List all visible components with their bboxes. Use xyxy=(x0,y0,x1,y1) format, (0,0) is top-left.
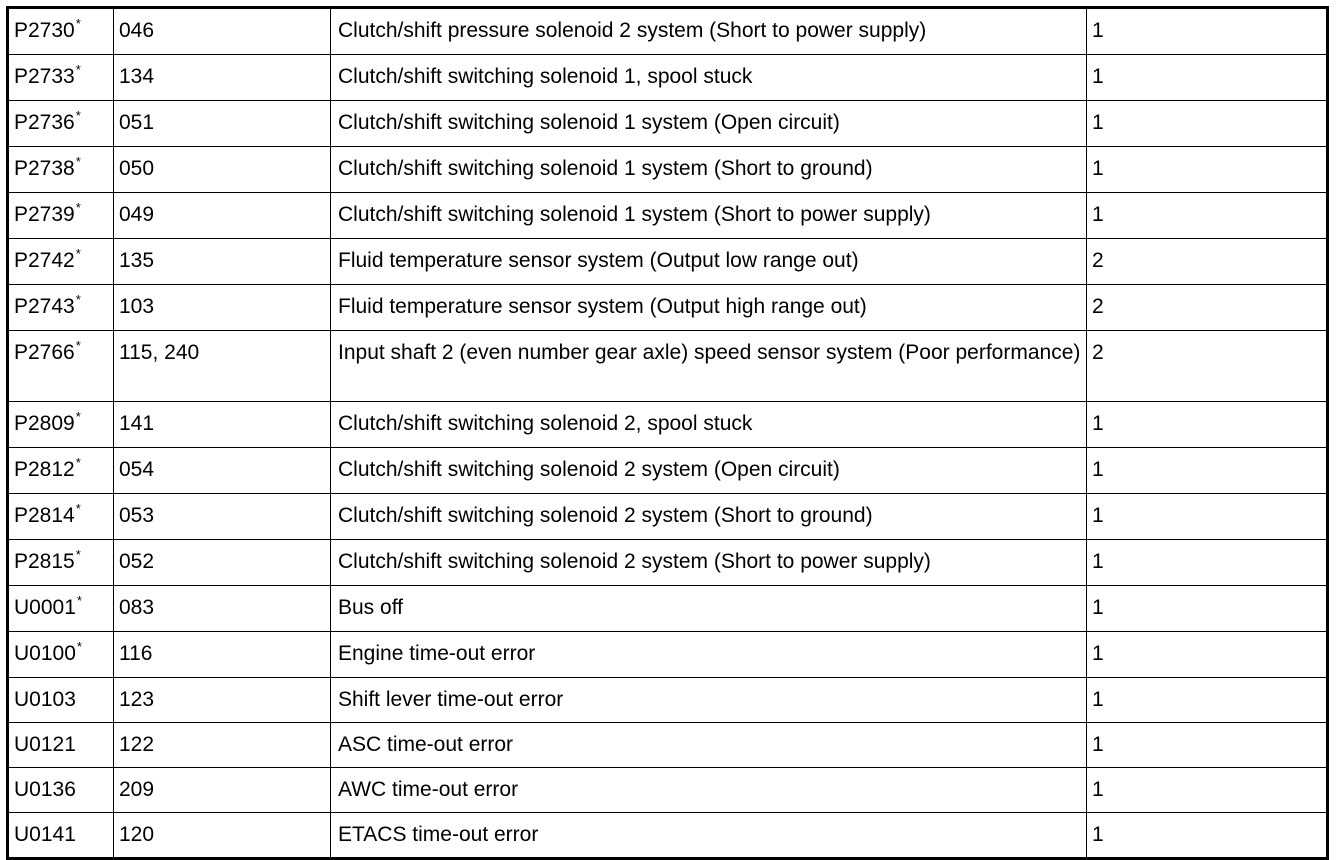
asterisk-mark: * xyxy=(75,154,81,169)
dtc-number-cell: 046 xyxy=(114,8,331,55)
table-row xyxy=(8,101,1328,147)
table-row xyxy=(8,331,1328,402)
dtc-code: P2736 xyxy=(14,111,75,134)
dtc-number-cell: 083 xyxy=(114,586,331,632)
dtc-code-cell xyxy=(8,632,114,678)
dtc-description-cell: ASC time-out error xyxy=(331,723,1087,768)
dtc-code: U0121 xyxy=(14,733,76,756)
table-row xyxy=(8,494,1328,540)
dtc-value-cell: 2 xyxy=(1087,285,1328,331)
dtc-description-cell: Clutch/shift switching solenoid 2 system (Open circuit) xyxy=(331,448,1087,494)
dtc-value-cell: 2 xyxy=(1087,331,1328,402)
dtc-code: P2814 xyxy=(14,504,75,527)
dtc-code: P2738 xyxy=(14,157,75,180)
dtc-number-cell: 052 xyxy=(114,540,331,586)
dtc-code-cell xyxy=(8,239,114,285)
asterisk-mark: * xyxy=(75,292,81,307)
table-row xyxy=(8,402,1328,448)
dtc-number-cell: 120 xyxy=(114,813,331,859)
asterisk-mark: * xyxy=(75,501,81,516)
dtc-code: U0136 xyxy=(14,778,76,801)
dtc-number-cell: 051 xyxy=(114,101,331,147)
table-row xyxy=(8,768,1328,813)
dtc-code: P2766 xyxy=(14,341,75,364)
dtc-description-cell: Clutch/shift switching solenoid 1 system (Short to power supply) xyxy=(331,193,1087,239)
dtc-code: P2743 xyxy=(14,295,75,318)
dtc-value-cell: 1 xyxy=(1087,55,1328,101)
dtc-code-cell xyxy=(8,768,114,813)
dtc-description-cell: Bus off xyxy=(331,586,1087,632)
table-row xyxy=(8,285,1328,331)
dtc-description-cell: Fluid temperature sensor system (Output low range out) xyxy=(331,239,1087,285)
table-row xyxy=(8,239,1328,285)
table-row xyxy=(8,448,1328,494)
dtc-value-cell: 1 xyxy=(1087,678,1328,723)
dtc-value-cell: 1 xyxy=(1087,8,1328,55)
table-row xyxy=(8,813,1328,859)
dtc-value-cell: 1 xyxy=(1087,101,1328,147)
asterisk-mark: * xyxy=(75,62,81,77)
dtc-number-cell: 134 xyxy=(114,55,331,101)
dtc-description-cell: Clutch/shift switching solenoid 2 system (Short to ground) xyxy=(331,494,1087,540)
dtc-code-cell xyxy=(8,193,114,239)
dtc-code: P2809 xyxy=(14,412,75,435)
asterisk-mark: * xyxy=(76,593,82,608)
dtc-number-cell: 103 xyxy=(114,285,331,331)
table-row xyxy=(8,678,1328,723)
dtc-code-cell xyxy=(8,448,114,494)
dtc-description-cell: Engine time-out error xyxy=(331,632,1087,678)
dtc-value-cell: 1 xyxy=(1087,768,1328,813)
dtc-code: P2742 xyxy=(14,249,75,272)
dtc-description-cell: Clutch/shift switching solenoid 1 system (Open circuit) xyxy=(331,101,1087,147)
dtc-description-cell: Clutch/shift switching solenoid 1, spool stuck xyxy=(331,55,1087,101)
dtc-table xyxy=(6,6,1329,860)
dtc-code: P2812 xyxy=(14,458,75,481)
dtc-value-cell: 1 xyxy=(1087,448,1328,494)
dtc-description-cell: AWC time-out error xyxy=(331,768,1087,813)
dtc-code-cell xyxy=(8,540,114,586)
dtc-code-cell xyxy=(8,331,114,402)
dtc-number-cell: 054 xyxy=(114,448,331,494)
dtc-description-cell: Clutch/shift pressure solenoid 2 system (Short to power supply) xyxy=(331,8,1087,55)
asterisk-mark: * xyxy=(75,16,81,31)
dtc-description-cell: Clutch/shift switching solenoid 2, spool stuck xyxy=(331,402,1087,448)
asterisk-mark: * xyxy=(75,455,81,470)
dtc-number-cell: 115, 240 xyxy=(114,331,331,402)
asterisk-mark: * xyxy=(76,639,82,654)
dtc-code: P2739 xyxy=(14,203,75,226)
dtc-description-cell: Clutch/shift switching solenoid 1 system (Short to ground) xyxy=(331,147,1087,193)
dtc-code: U0100 xyxy=(14,642,76,665)
dtc-code-cell xyxy=(8,285,114,331)
dtc-code-cell xyxy=(8,678,114,723)
asterisk-mark: * xyxy=(75,547,81,562)
dtc-code-cell xyxy=(8,723,114,768)
dtc-value-cell: 2 xyxy=(1087,239,1328,285)
dtc-description-cell: Input shaft 2 (even number gear axle) speed sensor system (Poor performance) xyxy=(331,331,1087,402)
dtc-value-cell: 1 xyxy=(1087,813,1328,859)
dtc-code: U0103 xyxy=(14,688,76,711)
dtc-value-cell: 1 xyxy=(1087,723,1328,768)
dtc-code-cell xyxy=(8,586,114,632)
table-row xyxy=(8,632,1328,678)
dtc-number-cell: 049 xyxy=(114,193,331,239)
dtc-number-cell: 209 xyxy=(114,768,331,813)
asterisk-mark: * xyxy=(75,338,81,353)
dtc-number-cell: 122 xyxy=(114,723,331,768)
dtc-code-cell xyxy=(8,101,114,147)
dtc-code-cell xyxy=(8,494,114,540)
dtc-description-cell: Shift lever time-out error xyxy=(331,678,1087,723)
dtc-table-body xyxy=(8,8,1328,859)
asterisk-mark: * xyxy=(75,108,81,123)
asterisk-mark: * xyxy=(75,409,81,424)
dtc-description-cell: Fluid temperature sensor system (Output high range out) xyxy=(331,285,1087,331)
dtc-code-cell xyxy=(8,402,114,448)
dtc-number-cell: 123 xyxy=(114,678,331,723)
dtc-code-cell xyxy=(8,55,114,101)
dtc-value-cell: 1 xyxy=(1087,193,1328,239)
dtc-number-cell: 053 xyxy=(114,494,331,540)
table-row xyxy=(8,193,1328,239)
dtc-code: P2733 xyxy=(14,65,75,88)
dtc-number-cell: 141 xyxy=(114,402,331,448)
dtc-code: U0001 xyxy=(14,596,76,619)
dtc-value-cell: 1 xyxy=(1087,586,1328,632)
dtc-value-cell: 1 xyxy=(1087,494,1328,540)
dtc-value-cell: 1 xyxy=(1087,402,1328,448)
table-row xyxy=(8,540,1328,586)
asterisk-mark: * xyxy=(75,200,81,215)
dtc-description-cell: ETACS time-out error xyxy=(331,813,1087,859)
dtc-value-cell: 1 xyxy=(1087,632,1328,678)
table-row xyxy=(8,55,1328,101)
dtc-code: P2730 xyxy=(14,19,75,42)
dtc-code-cell xyxy=(8,813,114,859)
table-row xyxy=(8,8,1328,55)
dtc-code-cell xyxy=(8,8,114,55)
dtc-code: U0141 xyxy=(14,823,76,846)
table-row xyxy=(8,147,1328,193)
dtc-code-cell xyxy=(8,147,114,193)
asterisk-mark: * xyxy=(75,246,81,261)
dtc-value-cell: 1 xyxy=(1087,147,1328,193)
dtc-number-cell: 135 xyxy=(114,239,331,285)
table-row xyxy=(8,586,1328,632)
dtc-number-cell: 050 xyxy=(114,147,331,193)
dtc-number-cell: 116 xyxy=(114,632,331,678)
table-row xyxy=(8,723,1328,768)
dtc-code: P2815 xyxy=(14,550,75,573)
dtc-description-cell: Clutch/shift switching solenoid 2 system (Short to power supply) xyxy=(331,540,1087,586)
dtc-value-cell: 1 xyxy=(1087,540,1328,586)
